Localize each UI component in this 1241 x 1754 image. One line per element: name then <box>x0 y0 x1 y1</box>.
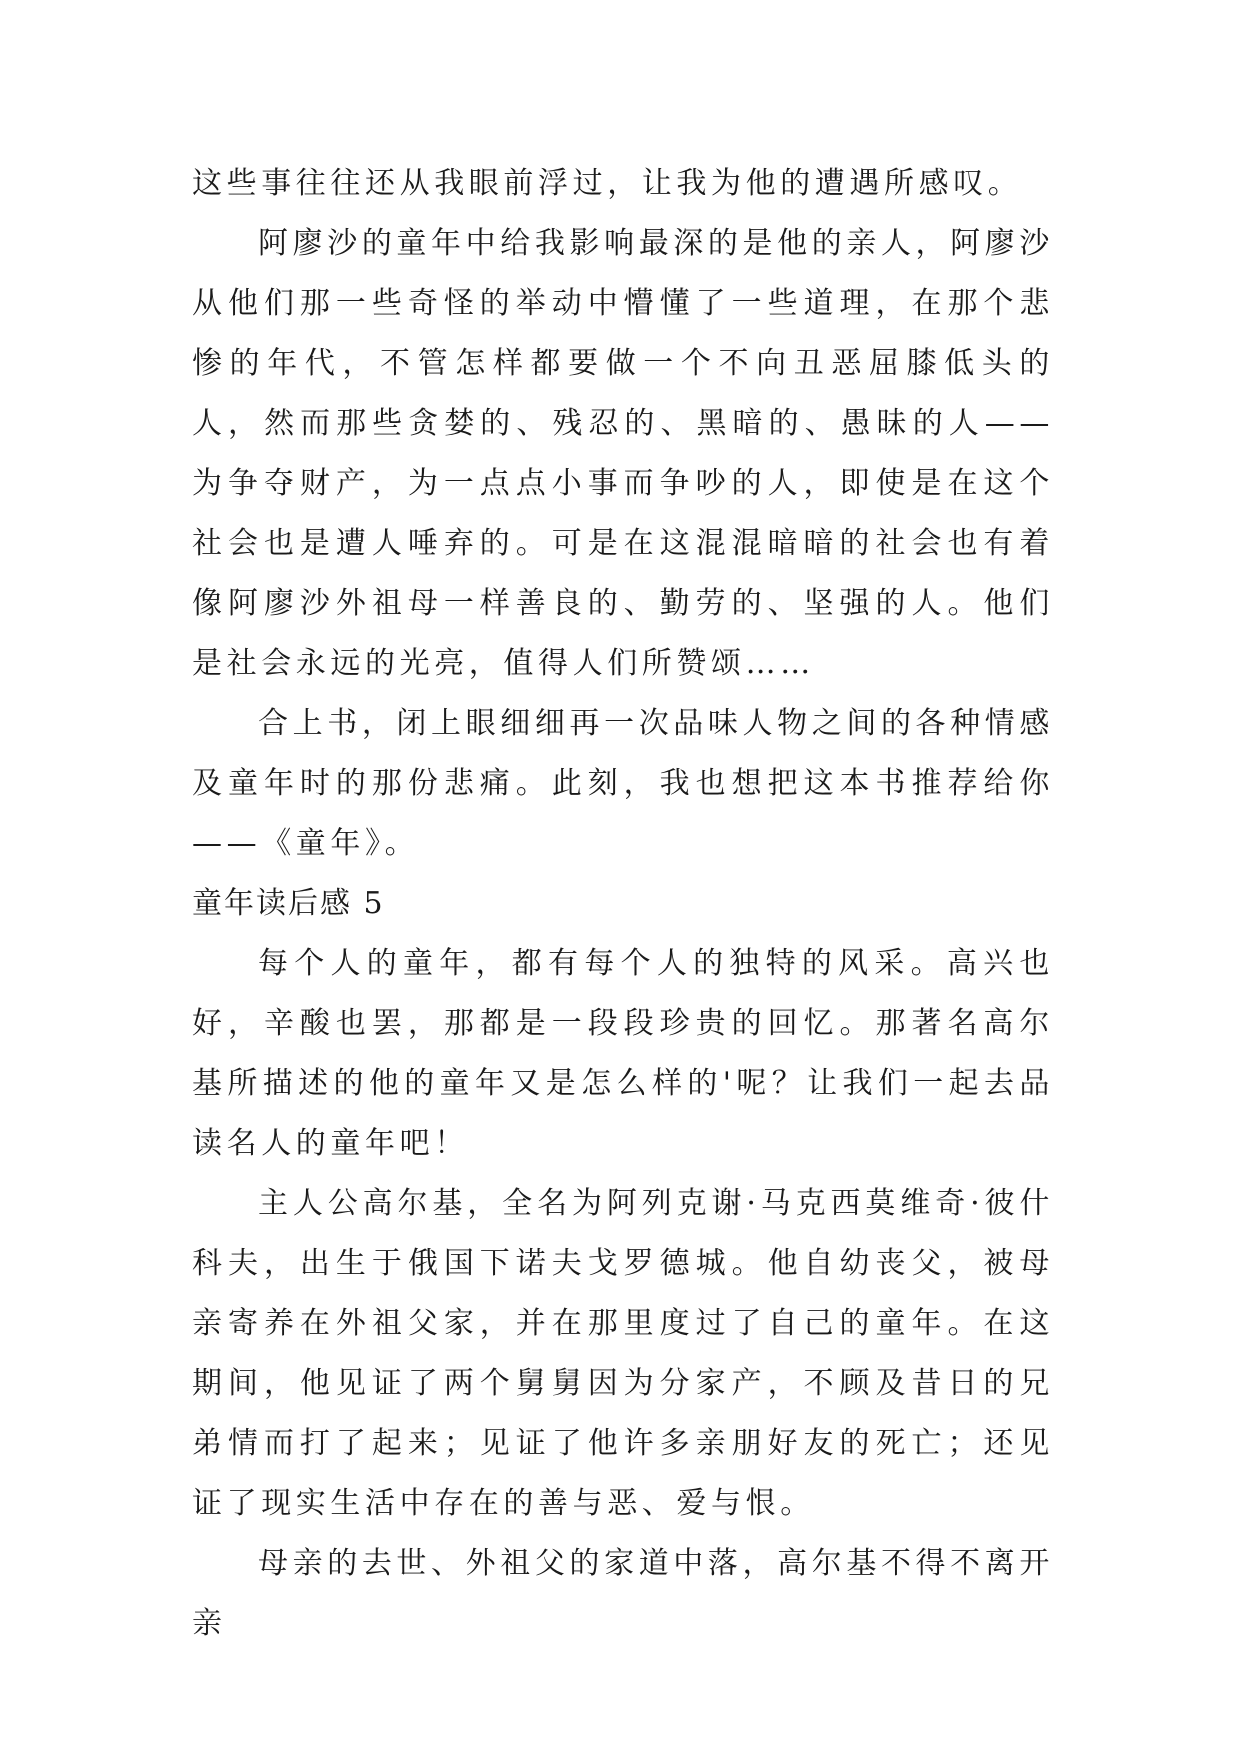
section-heading: 童年读后感 5 <box>192 886 385 921</box>
paragraph-recommendation: 合上书，闭上眼细细再一次品味人物之间的各种情感及童年时的那份悲痛。此刻，我也想把这本书推荐给你——《童年》。 <box>192 706 1054 861</box>
paragraph-protagonist: 主人公高尔基，全名为阿列克谢·马克西莫维奇·彼什科夫，出生于俄国下诺夫戈罗德城。他自幼丧父，被母亲寄养在外祖父家，并在那里度过了自己的童年。在这期间，他见证了两个舅舅因为分家产，不顾及昔日的兄弟情而打了起来；见证了他许多亲朋好友的死亡；还见证了现实生活中存在的善与恶、爱与恨。 <box>192 1186 1054 1521</box>
paragraph-relatives: 阿廖沙的童年中给我影响最深的是他的亲人，阿廖沙从他们那一些奇怪的举动中懵懂了一些道理，在那个悲惨的年代，不管怎样都要做一个不向丑恶屈膝低头的人，然而那些贪婪的、残忍的、黑暗的、愚昧的人——为争夺财产，为一点点小事而争吵的人，即使是在这个社会也是遭人唾弃的。可是在这混混暗暗的社会也有着像阿廖沙外祖母一样善良的、勤劳的、坚强的人。他们是社会永远的光亮，值得人们所赞颂…… <box>192 226 1054 681</box>
paragraph-intro: 每个人的童年，都有每个人的独特的风采。高兴也好，辛酸也罢，那都是一段段珍贵的回忆。那著名高尔基所描述的他的童年又是怎么样的'呢？让我们一起去品读名人的童年吧！ <box>192 946 1054 1161</box>
paragraph-mother-death: 母亲的去世、外祖父的家道中落，高尔基不得不离开亲 <box>192 1546 1054 1641</box>
document-page <box>192 154 1054 1654</box>
paragraph-continuation: 这些事往往还从我眼前浮过，让我为他的遭遇所感叹。 <box>192 166 1023 201</box>
